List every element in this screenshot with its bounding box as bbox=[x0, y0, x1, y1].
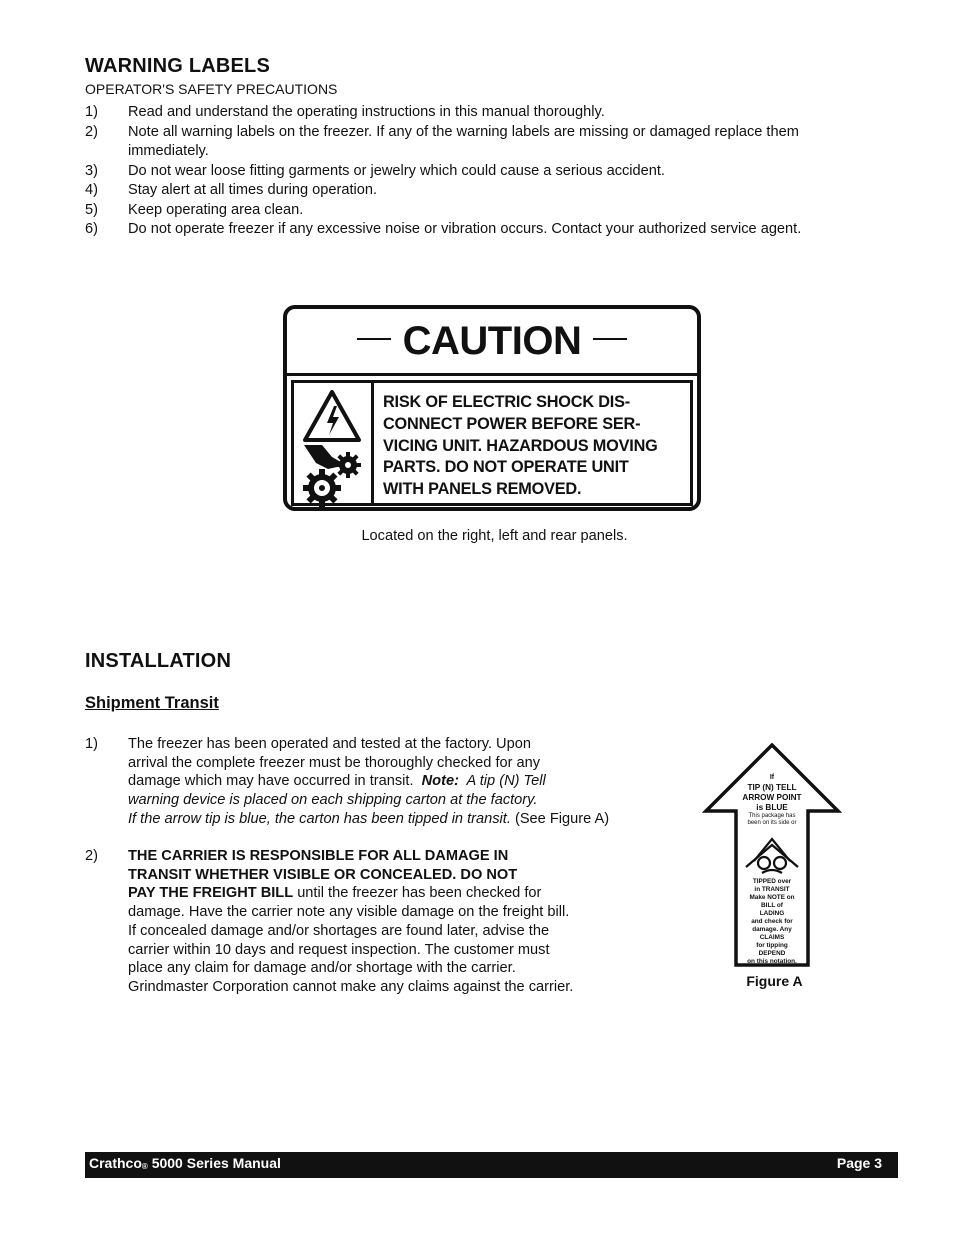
list-number: 2) bbox=[85, 848, 98, 864]
item-2-line: Grindmaster Corporation cannot make any claims against the carrier. bbox=[128, 978, 574, 995]
caution-dash-right bbox=[593, 338, 627, 340]
installation-heading: INSTALLATION bbox=[85, 650, 232, 672]
list-number: 2) bbox=[85, 123, 98, 140]
item-1-line: The freezer has been operated and tested at the factory. Upon bbox=[128, 736, 531, 752]
item-1-line: arrival the complete freezer must be thoroughly checked for any bbox=[128, 754, 541, 771]
page-footer bbox=[85, 1152, 898, 1178]
note-label: Note: bbox=[421, 773, 459, 790]
item-2-line: damage. Have the carrier note any visible damage on the freight bill. bbox=[128, 904, 570, 921]
caution-dash-left bbox=[357, 338, 391, 340]
safety-precautions-list bbox=[85, 103, 875, 240]
item-1-line: If the arrow tip is blue, the carton has been tipped in transit. (See Figure A) bbox=[128, 810, 610, 827]
shipment-transit-heading: Shipment Transit bbox=[85, 694, 219, 712]
figure-a bbox=[702, 743, 842, 968]
item-2-line: carrier within 10 days and request inspection. The customer must bbox=[128, 941, 550, 958]
list-number: 3) bbox=[85, 162, 98, 179]
item-1-line: warning device is placed on each shipping carton at the factory. bbox=[128, 792, 538, 809]
caution-body bbox=[287, 376, 697, 510]
list-item bbox=[85, 181, 875, 201]
list-number: 1) bbox=[85, 104, 98, 120]
list-text: Do not wear loose fitting garments or jewelry which could cause a serious accident. bbox=[128, 162, 665, 179]
manual-series: 5000 Series Manual bbox=[147, 1155, 281, 1171]
item-2-line: THE CARRIER IS RESPONSIBLE FOR ALL DAMAGE IN bbox=[128, 848, 509, 864]
electric-shock-icon bbox=[302, 389, 362, 443]
list-text: Read and understand the operating instructions in this manual thoroughly. bbox=[128, 104, 605, 120]
caution-caption: Located on the right, left and rear panels. bbox=[361, 528, 628, 544]
list-item bbox=[85, 123, 875, 162]
caution-line: WITH PANELS REMOVED. bbox=[383, 480, 582, 499]
shipment-item-1 bbox=[85, 735, 665, 829]
moving-parts-icon bbox=[298, 443, 368, 509]
list-number: 4) bbox=[85, 182, 98, 198]
list-number: 6) bbox=[85, 221, 98, 237]
list-item bbox=[85, 162, 875, 182]
list-item bbox=[85, 220, 875, 240]
caution-line: CONNECT POWER BEFORE SER- bbox=[383, 414, 641, 433]
caution-message bbox=[371, 380, 693, 506]
safety-precautions-subtitle: OPERATOR'S SAFETY PRECAUTIONS bbox=[85, 81, 338, 97]
list-text: Note all warning labels on the freezer. If any of the warning labels are missing or damaged replace them immediately. bbox=[128, 123, 799, 159]
item-2-line: TRANSIT WHETHER VISIBLE OR CONCEALED. DO NOT bbox=[128, 866, 518, 883]
arrow-top-text: If TIP (N) TELL ARROW POINT is BLUE This package has been on its side or bbox=[742, 774, 802, 826]
caution-line: PARTS. DO NOT OPERATE UNIT bbox=[383, 458, 629, 477]
item-2-line: place any claim for damage and/or shortage with the carrier. bbox=[128, 960, 516, 977]
caution-header bbox=[287, 309, 697, 376]
hazard-icons bbox=[291, 380, 371, 506]
brand-name: Crathco bbox=[89, 1155, 142, 1171]
caution-title: CAUTION bbox=[402, 318, 582, 363]
list-number: 1) bbox=[85, 736, 98, 752]
warning-labels-heading: WARNING LABELS bbox=[85, 55, 271, 77]
list-item bbox=[85, 103, 875, 123]
caution-line: VICING UNIT. HAZARDOUS MOVING bbox=[383, 436, 658, 455]
item-2-line: If concealed damage and/or shortages are found later, advise the bbox=[128, 922, 550, 939]
list-text: Do not operate freezer if any excessive noise or vibration occurs. Contact your authorized service agent. bbox=[128, 221, 802, 237]
item-1-line: damage which may have occurred in transit. Note: A tip (N) Tell bbox=[128, 773, 546, 790]
registered-mark: ® bbox=[141, 1162, 148, 1171]
list-text: Keep operating area clean. bbox=[128, 201, 304, 218]
caution-label bbox=[283, 305, 701, 511]
arrow-bottom-text: TIPPED over in TRANSIT Make NOTE on BILL of LADING and check for damage. Any CLAIMS for tipping DEPEND on this notation. bbox=[747, 878, 797, 965]
item-2-line: PAY THE FREIGHT BILL until the freezer has been checked for bbox=[128, 885, 542, 902]
figure-a-caption: Figure A bbox=[746, 973, 803, 989]
manual-title bbox=[89, 1155, 281, 1178]
list-number: 5) bbox=[85, 201, 98, 218]
caution-line: RISK OF ELECTRIC SHOCK DIS- bbox=[383, 393, 630, 411]
list-text: Stay alert at all times during operation. bbox=[128, 182, 378, 198]
page-number: Page 3 bbox=[836, 1155, 882, 1171]
list-item bbox=[85, 201, 875, 221]
shipment-item-2 bbox=[85, 847, 665, 997]
